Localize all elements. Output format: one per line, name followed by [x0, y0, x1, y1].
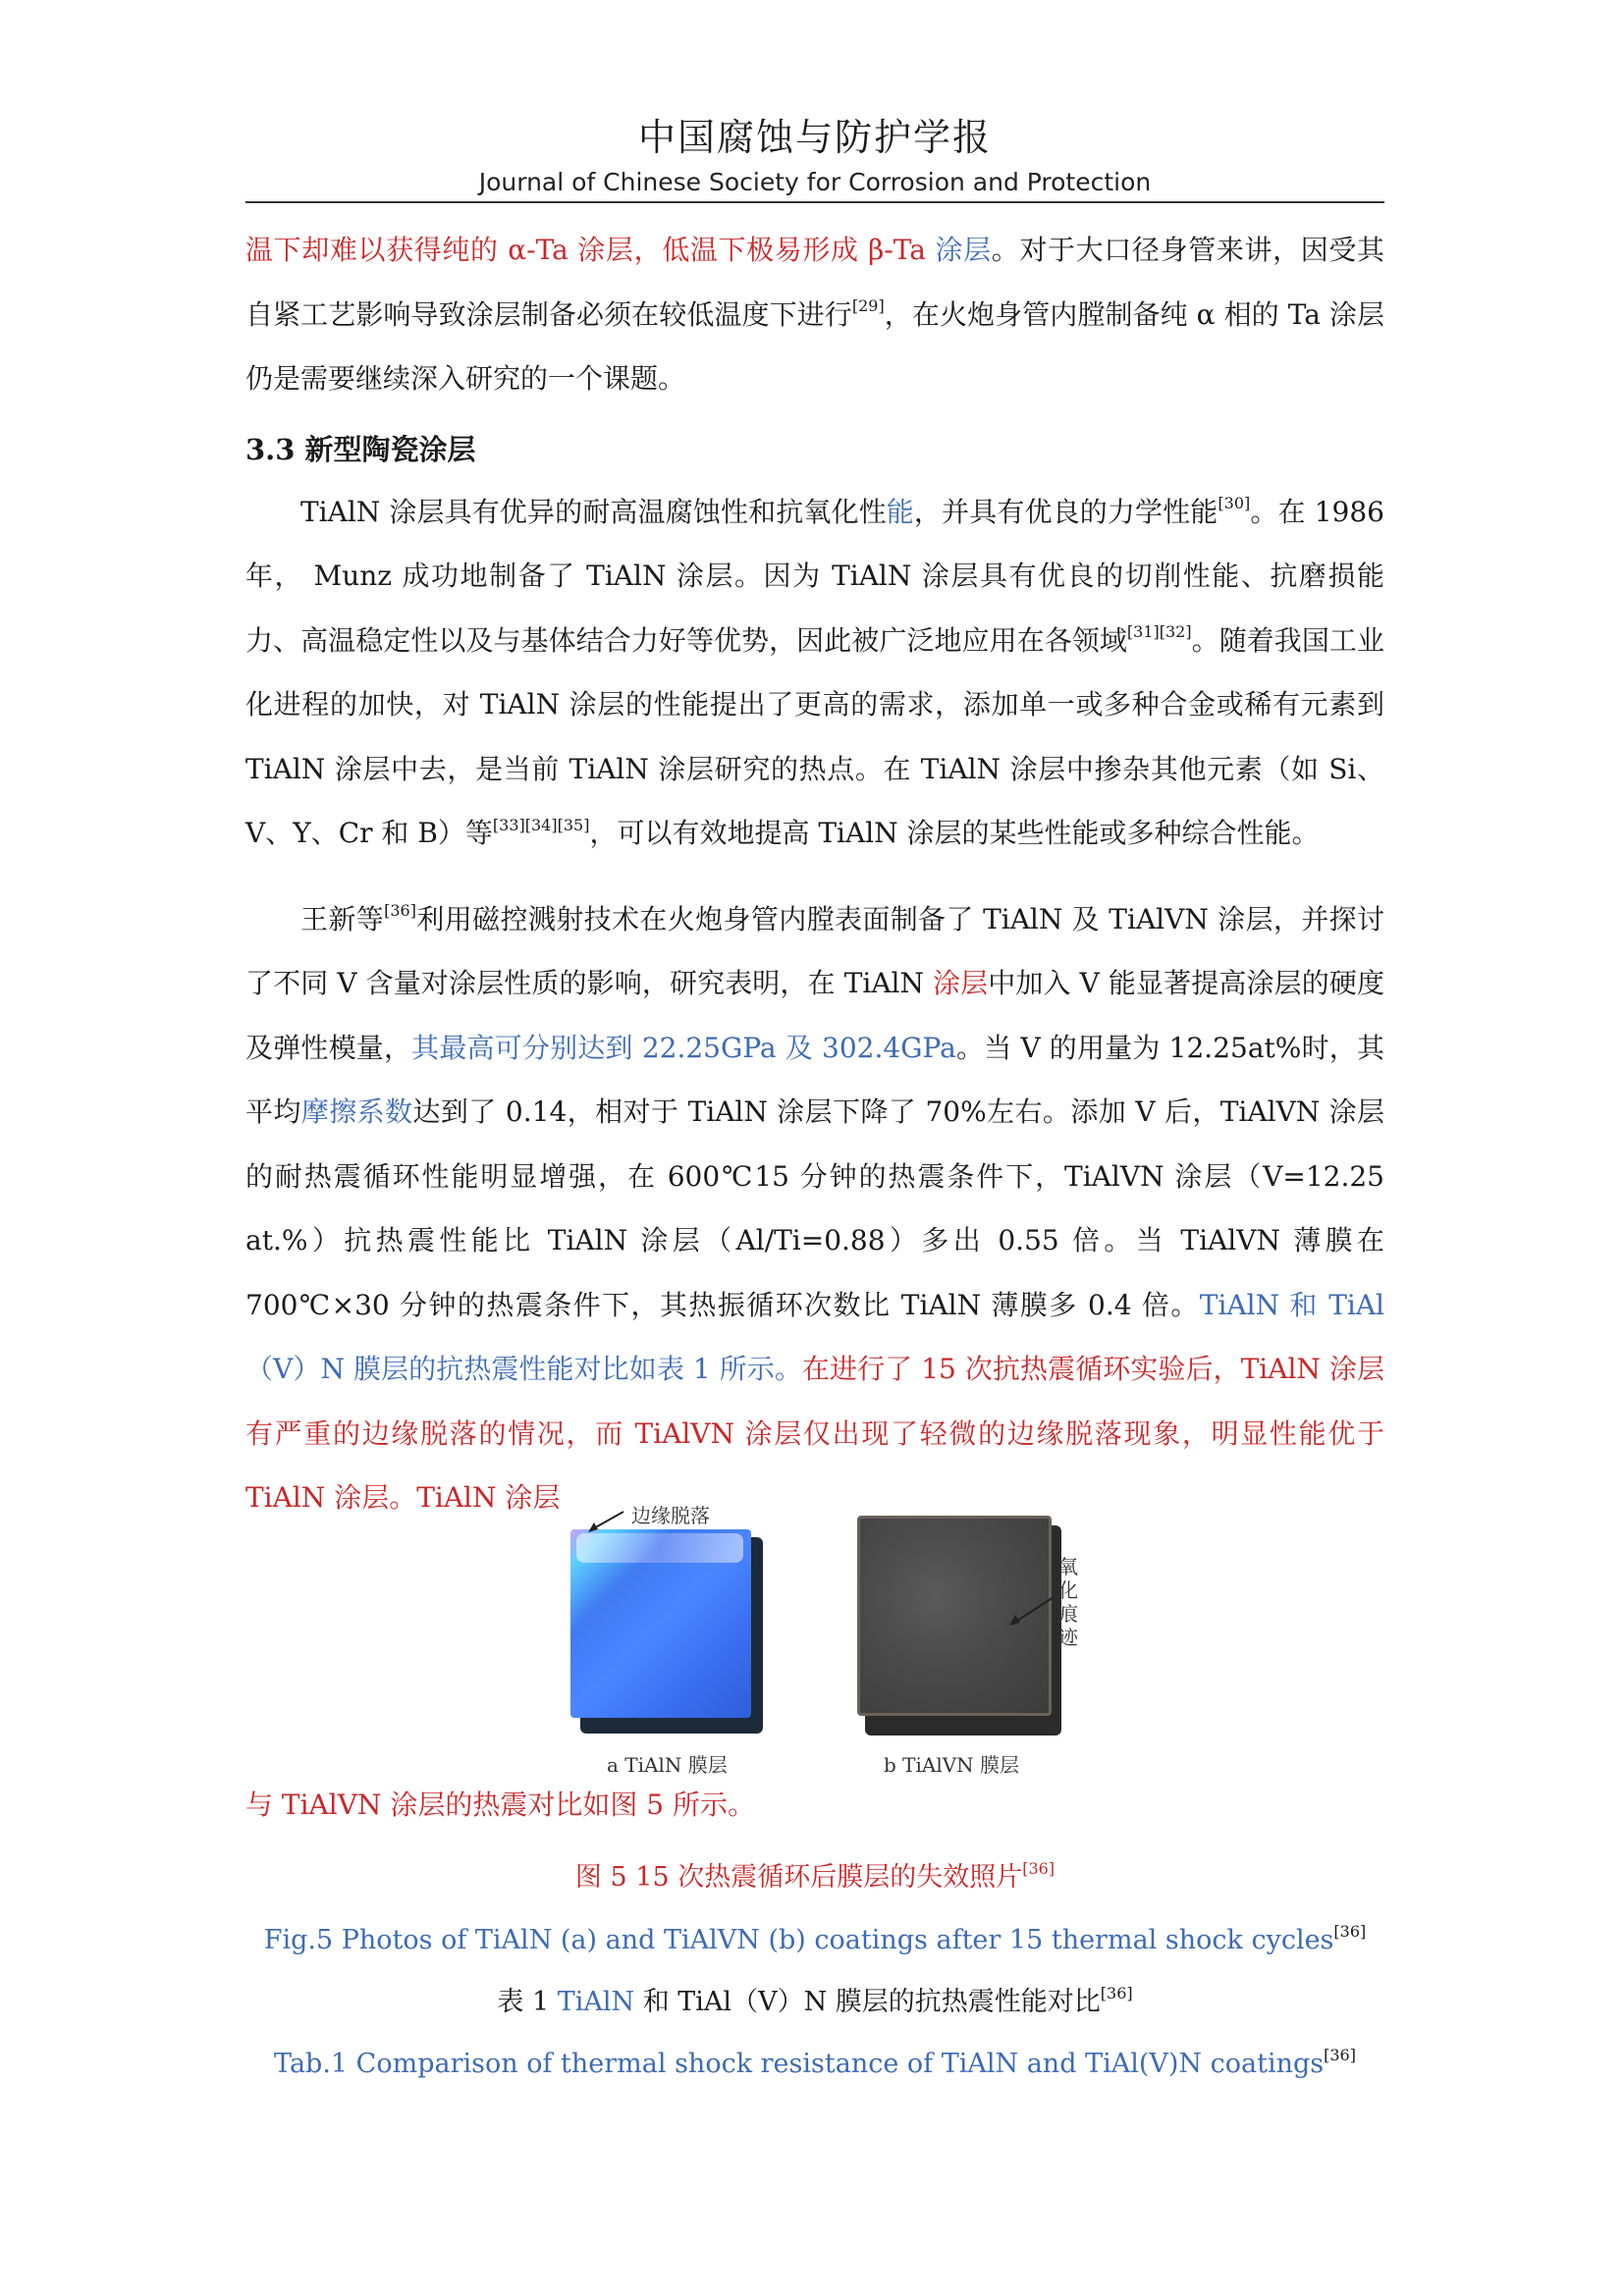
text-line: [245, 1773, 1384, 1838]
article-body: [245, 218, 1384, 1530]
caption-text: 表 1: [497, 1987, 558, 2017]
citation: [31][32]: [1126, 622, 1192, 642]
paragraph-tialn-intro: [245, 480, 1384, 866]
table-caption-cn: [245, 1983, 1384, 2022]
text-run: 王新等: [300, 902, 385, 935]
citation: [36]: [384, 901, 416, 921]
table-caption-en: [245, 2045, 1384, 2084]
section-heading: 3.3 新型陶瓷涂层: [245, 432, 476, 466]
subfigure-label-b: b TiAlVN 膜层: [884, 1753, 1020, 1777]
header-rule: [245, 201, 1384, 203]
journal-header: [245, 110, 1384, 198]
caption-text: 图 5 15 次热震循环后膜层的失效照片: [574, 1862, 1023, 1893]
text-run: 。在 1986 年， Munz 成功地制备了 TiAlN 涂层。因为 TiAlN 涂层具有优良的切削性能、抗磨损能力、高温稳定性以及与基体结合力好等优势，因此被广泛地应用在各领域: [245, 495, 1384, 657]
highlight-blue: TiAlN: [557, 1987, 635, 2017]
figure-caption-en: [245, 1921, 1384, 1960]
photo-tialn-sample: [570, 1529, 757, 1731]
citation: [30]: [1218, 494, 1251, 513]
paragraph-continued: [245, 218, 1384, 411]
sample-face-iridescent: [570, 1529, 751, 1718]
text-run: 达到了 0.14，相对于 TiAlN 涂层下降了 70%左右。添加 V 后，TiAlVN 涂层的耐热震循环性能明显增强，在 600℃15 分钟的热震条件下，TiAlVN 涂层（V=12.25 at.%）抗热震性能比 TiAlN 涂层（Al/Ti=0.88）多出 0.55 倍。当 TiAlVN 薄膜在 700℃×30 分钟的热震条件下，其热振循环次数比 TiAlN 薄膜多 0.4 倍。: [245, 1095, 1384, 1321]
journal-title-cn: 中国腐蚀与防护学报: [637, 116, 992, 159]
highlight-blue: 能: [886, 495, 914, 528]
paragraph-after-figure: [245, 1773, 1384, 1838]
highlight-blue: 摩擦系数: [300, 1095, 413, 1128]
citation: [33][34][35]: [492, 815, 590, 834]
highlight-red: 温下却难以获得纯的 α-Ta 涂层，低温下极易形成 β-Ta: [245, 234, 936, 266]
arrow-icon: [586, 1508, 625, 1535]
text-run: 中加入 V 能显著提高涂层的硬度及弹性模量，: [245, 967, 1384, 1064]
caption-text: Fig.5 Photos of TiAlN (a) and TiAlVN (b) coatings after 15 thermal shock cycles: [263, 1925, 1334, 1955]
text-run: 。对于大口径身管来讲，因受其自紧工艺影响导致涂层制备必须在较低温度下进行: [245, 234, 1384, 331]
paragraph-wang-study: [245, 887, 1384, 1530]
text-run: 利用磁控溅射技术在火炮身管内膛表面制备了 TiAlN 及 TiAlVN 涂层，并探讨了不同 V 含量对涂层性质的影响，研究表明，在 TiAlN: [245, 902, 1384, 999]
highlight-blue: 其最高可分别达到 22.25GPa 及 302.4GPa: [411, 1031, 956, 1064]
highlight-blue: TiAlN 和 TiAl（V）N 膜层的抗热震性能对比如表 1 所示。: [245, 1288, 1384, 1385]
text-run: ，并具有优良的力学性能: [913, 495, 1218, 528]
citation: [36]: [1022, 1859, 1056, 1878]
citation: [36]: [1324, 2046, 1356, 2064]
text-run: 。随着我国工业化进程的加快，对 TiAlN 涂层的性能提出了更高的需求，添加单一或多种合金或稀有元素到 TiAlN 涂层中去，是当前 TiAlN 涂层研究的热点。在 TiAlN 涂层中掺杂其他元素（如 Si、V、Y、Cr 和 B）等: [245, 623, 1384, 849]
text-run: ，在火炮身管内膛制备纯 α 相的 Ta 涂层仍是需要继续深入研究的一个课题。: [245, 297, 1384, 395]
photo-tialvn-sample: [857, 1516, 1063, 1741]
caption-text: 和 TiAl（V）N 膜层的抗热震性能对比: [634, 1987, 1101, 2017]
journal-title-en: Journal of Chinese Society for Corrosion and Protection: [478, 168, 1152, 196]
text-run: TiAlN 涂层具有优异的耐高温腐蚀性和抗氧化性: [300, 495, 887, 528]
annotation-edge-peeling: 边缘脱落: [631, 1504, 710, 1527]
text-run: 。当 V 的用量为 12.25at%时，其平均: [245, 1031, 1384, 1128]
highlight-red: 在进行了 15 次抗热震循环实验后，TiAlN 涂层有严重的边缘脱落的情况，而 TiAlVN 涂层仅出现了轻微的边缘脱落现象，明显性能优于 TiAlN 涂层。TiAlN 涂层: [245, 1353, 1384, 1514]
citation: [36]: [1333, 1922, 1367, 1941]
arrow-icon: [1006, 1593, 1056, 1629]
highlight-red: 涂层: [933, 967, 989, 999]
annotation-oxidation-trace: 氧化痕迹: [1058, 1555, 1078, 1649]
figure-caption-cn: [245, 1858, 1384, 1897]
caption-text: Tab.1 Comparison of thermal shock resistance of TiAlN and TiAl(V)N coatings: [274, 2049, 1325, 2079]
subfigure-label-a: a TiAlN 膜层: [607, 1753, 728, 1777]
citation: [36]: [1100, 1984, 1133, 2002]
highlight-red: 与 TiAlVN 涂层的热震对比如图 5 所示。: [245, 1789, 755, 1821]
text-run: ，可以有效地提高 TiAlN 涂层的某些性能或多种综合性能。: [589, 817, 1320, 849]
citation: [29]: [851, 296, 885, 316]
highlight-blue: 涂层: [935, 234, 992, 266]
figure-5-photos: [545, 1500, 1095, 1777]
